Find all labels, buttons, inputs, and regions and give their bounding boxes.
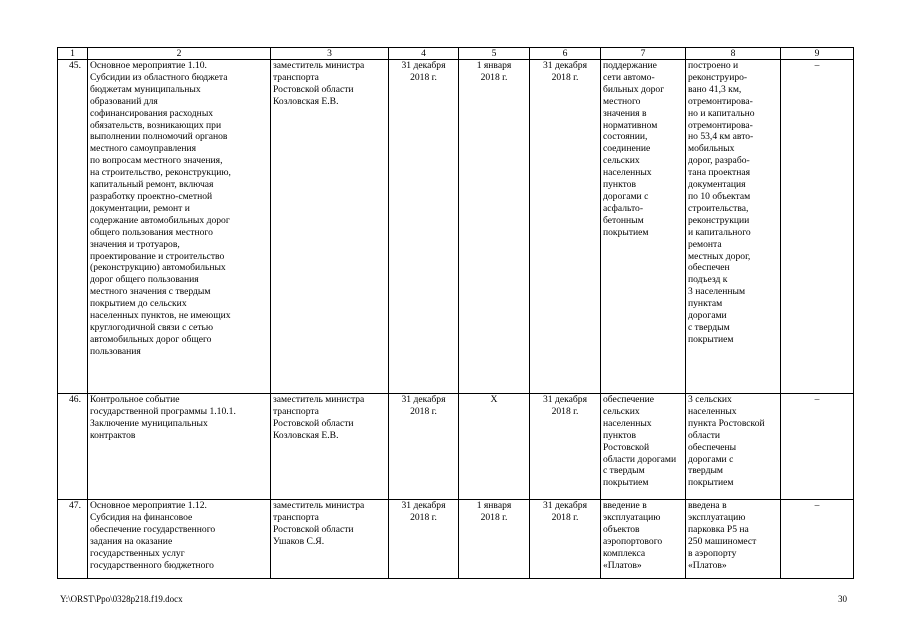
header-cell-5: 5 (459, 48, 530, 60)
notes: – (781, 500, 854, 579)
page-number: 30 (838, 594, 847, 604)
notes: – (781, 60, 854, 394)
table-row (58, 394, 854, 500)
actual-result: 3 сельских населенных пункта Ростовской области обеспечены дорогами с твердым покрытием (686, 394, 781, 500)
responsible-executor: заместитель министра транспорта Ростовской области Козловская Е.В. (271, 60, 389, 394)
activity-name: Контрольное событие государственной программы 1.10.1. Заключение муниципальных контрактов (88, 394, 271, 500)
planned-date: 31 декабря 2018 г. (389, 60, 459, 394)
expected-result: поддержание сети автомо- бильных дорог местного значения в нормативном состоянии, соединение сельских населенных пунктов дорогами с асфальто- бетонным покрытием (601, 60, 686, 394)
expected-result: введение в эксплуатацию объектов аэропортового комплекса «Платов» (601, 500, 686, 579)
planned-date: 31 декабря 2018 г. (389, 500, 459, 579)
activity-name: Основное мероприятие 1.10. Субсидии из областного бюджета бюджетам муниципальных образований для софинансирования расходных обязательств, возникающих при выполнении полномочий органов местного самоуправления по вопросам местного значения, на строительство, реконструкцию, капитальный ремонт, включая разработку проектно-сметной документации, ремонт и содержание автомобильных дорог общего пользования местного значения и тротуаров, проектирование и строительство (реконструкцию) автомобильных дорог общего пользования местного значения с твердым покрытием до сельских населенных пунктов, не имеющих круглогодичной связи с сетью автомобильных дорог общего пользования (88, 60, 271, 394)
end-date: 31 декабря 2018 г. (530, 60, 601, 394)
end-date: 31 декабря 2018 г. (530, 500, 601, 579)
responsible-executor: заместитель министра транспорта Ростовской области Козловская Е.В. (271, 394, 389, 500)
header-cell-1: 1 (58, 48, 88, 60)
file-path: Y:\ORST\Ppo\0328p218.f19.docx (60, 594, 183, 604)
planned-date: 31 декабря 2018 г. (389, 394, 459, 500)
start-date: 1 января 2018 г. (459, 500, 530, 579)
start-date: 1 января 2018 г. (459, 60, 530, 394)
actual-result: введена в эксплуатацию парковка Р5 на 250 машиномест в аэропорту «Платов» (686, 500, 781, 579)
header-cell-3: 3 (271, 48, 389, 60)
header-cell-2: 2 (88, 48, 271, 60)
header-cell-9: 9 (781, 48, 854, 60)
table-row (58, 500, 854, 579)
header-cell-7: 7 (601, 48, 686, 60)
table-row (58, 60, 854, 394)
start-date: Х (459, 394, 530, 500)
end-date: 31 декабря 2018 г. (530, 394, 601, 500)
notes: – (781, 394, 854, 500)
header-cell-6: 6 (530, 48, 601, 60)
actual-result: построено и реконструиро- вано 41,3 км, отремонтирова- но и капитально отремонтирова- но 53,4 км авто- мобильных дорог, разрабо- тана проектная документация по 10 объектам строительства, реконструкции и капитального ремонта местных дорог, обеспечен подъезд к 3 населенным пунктам дорогами с твердым покрытием (686, 60, 781, 394)
header-row (58, 48, 854, 60)
header-cell-8: 8 (686, 48, 781, 60)
row-number: 46. (58, 394, 88, 500)
row-number: 45. (58, 60, 88, 394)
responsible-executor: заместитель министра транспорта Ростовской области Ушаков С.Я. (271, 500, 389, 579)
plan-table (57, 47, 854, 579)
row-number: 47. (58, 500, 88, 579)
expected-result: обеспечение сельских населенных пунктов Ростовской области дорогами с твердым покрытием (601, 394, 686, 500)
activity-name: Основное мероприятие 1.12. Субсидия на финансовое обеспечение государственного задания на оказание государственных услуг государственного бюджетного (88, 500, 271, 579)
header-cell-4: 4 (389, 48, 459, 60)
